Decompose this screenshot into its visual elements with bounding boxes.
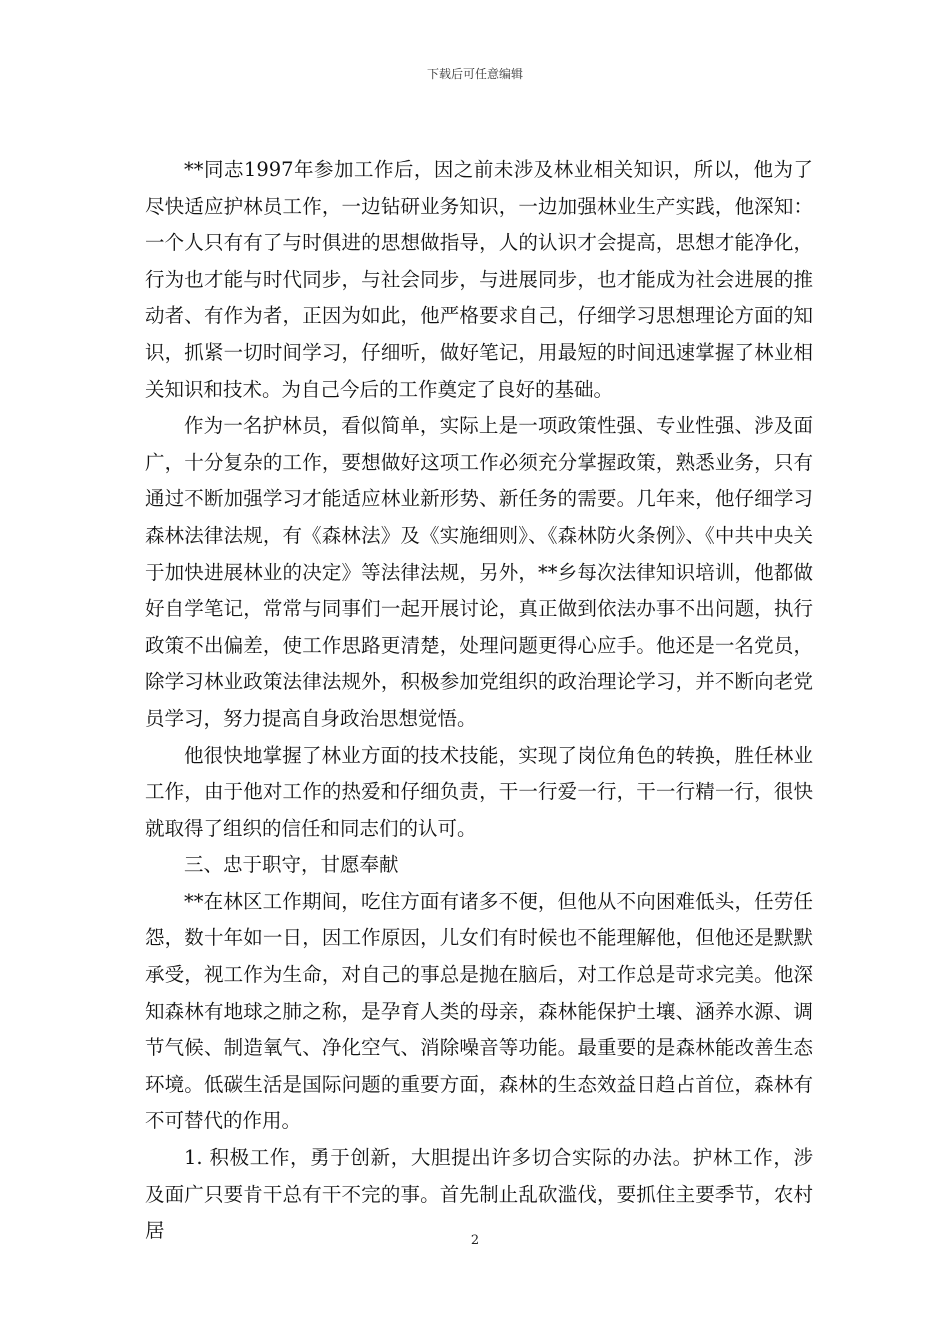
list-item: 1. 积极工作，勇于创新，大胆提出许多切合实际的办法。护林工作，涉及面广只要肯干总有干不完的事。首先制止乱砍滥伐，要抓住主要季节，农村居 <box>145 1146 813 1243</box>
paragraph: **同志1997年参加工作后，因之前未涉及林业相关知识，所以，他为了尽快适应护林员工作，一边钻研业务知识，一边加强林业生产实践，他深知：一个人只有有了与时俱进的思想做指导，人的认识才会提高，思想才能净化，行为也才能与时代同步，与社会同步，与进展同步，也才能成为社会进展的推动者、有作为者，正因为如此，他严格要求自己，仔细学习思想理论方面的知识，抓紧一切时间学习，仔细听，做好笔记，用最短的时间迅速掌握了林业相关知识和技术。为自己今后的工作奠定了良好的基础。 <box>145 158 813 401</box>
section-heading: 三、忠于职守，甘愿奉献 <box>184 853 399 877</box>
page-header: 下载后可任意编辑 <box>426 67 523 81</box>
paragraph: **在林区工作期间，吃住方面有诸多不便，但他从不向困难低头，任劳任怨，数十年如一日，因工作原因，儿女们有时候也不能理解他，但他还是默默承受，视工作为生命，对自己的事总是抛在脑后，对工作总是苛求完美。他深知森林有地球之肺之称，是孕育人类的母亲，森林能保护土壤、涵养水源、调节气候、制造氧气、净化空气、消除噪音等功能。最重要的是森林能改善生态环境。低碳生活是国际问题的重要方面，森林的生态效益日趋占首位，森林有不可替代的作用。 <box>145 889 813 1133</box>
paragraph: 他很快地掌握了林业方面的技术技能，实现了岗位角色的转换，胜任林业工作，由于他对工作的热爱和仔细负责，干一行爱一行，干一行精一行，很快就取得了组织的信任和同志们的认可。 <box>145 743 813 840</box>
page-number: 2 <box>470 1233 480 1248</box>
paragraph: 作为一名护林员，看似简单，实际上是一项政策性强、专业性强、涉及面广，十分复杂的工作，要想做好这项工作必须充分掌握政策，熟悉业务，只有通过不断加强学习才能适应林业新形势、新任务的需要。几年来，他仔细学习森林法律法规，有《森林法》及《实施细则》、《森林防火条例》、《中共中央关于加快进展林业的决定》等法律法规，另外，**乡每次法律知识培训，他都做好自学笔记，常常与同事们一起开展讨论，真正做到依法办事不出问题，执行政策不出偏差，使工作思路更清楚，处理问题更得心应手。他还是一名党员，除学习林业政策法律法规外，积极参加党组织的政治理论学习，并不断向老党员学习，努力提高自身政治思想觉悟。 <box>145 414 813 730</box>
document-body <box>145 152 813 1250</box>
